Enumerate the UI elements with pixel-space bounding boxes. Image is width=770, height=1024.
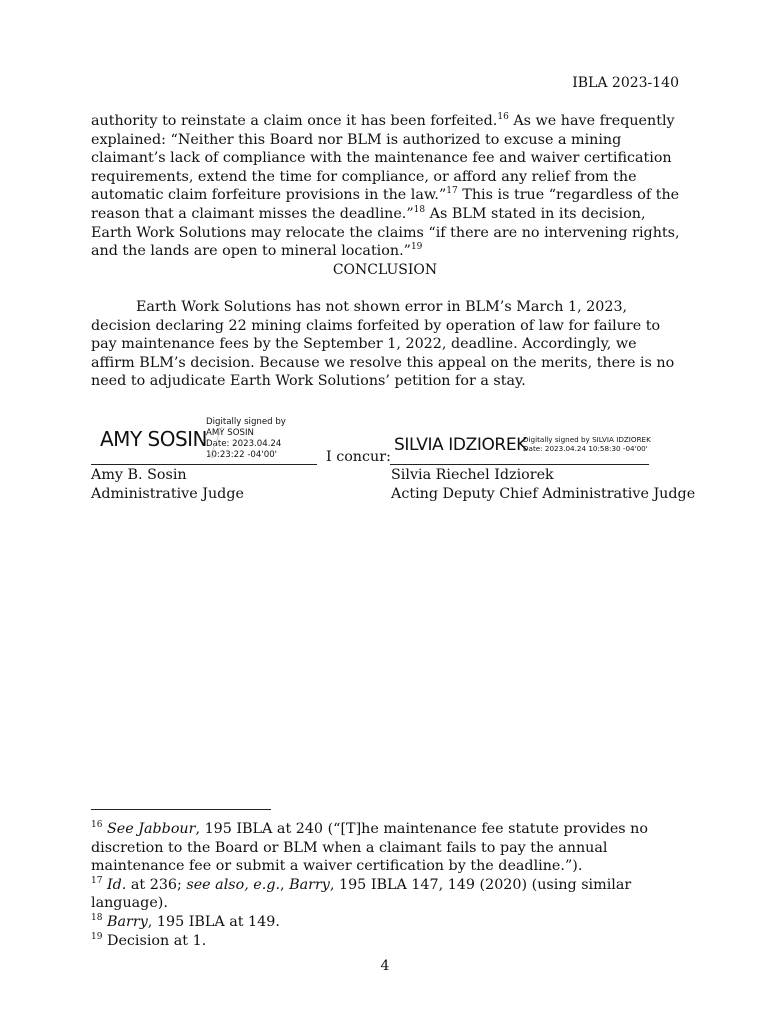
signer-title: Administrative Judge (91, 485, 244, 502)
para1-sentence-4: As BLM stated in its decision, Earth Work Solutions may relocate the claims “if there are no intervening rights, and the lands are open to mineral location.” (91, 205, 680, 260)
footnote-16 (91, 820, 681, 876)
para1-sentence-3: This is true “regardless of the reason that a claimant misses the deadline.” (91, 187, 680, 222)
conclusion-heading: CONCLUSION (332, 262, 438, 278)
footnote-ref-19[interactable]: 19 (410, 242, 423, 253)
footnote-case-cite: Barry (289, 876, 330, 893)
signature-stamp-details (523, 435, 663, 453)
footnote-number: 19 (91, 931, 103, 942)
signer-block-idziorek (391, 466, 695, 503)
conclusion-paragraph: Earth Work Solutions has not shown error in BLM’s March 1, 2023, decision declaring 22 mining claims forfeited by operation of law for failure to pay maintenance fees by the September 1, 2022, deadline. Accordingly, we affirm BLM’s decision. Because we resolve this appeal on the merits, there is no need to adjudicate Earth Work Solutions’ petition for a stay. (91, 299, 675, 390)
para1-sentence-1: authority to reinstate a claim once it has been forfeited. (91, 113, 498, 129)
footnote-ref-16[interactable]: 16 (497, 112, 509, 123)
signature-signed-by: Digitally signed by AMY SOSIN (206, 417, 286, 438)
signature-stamp-name: SILVIA IDZIOREK (394, 435, 527, 455)
footnote-text: Decision at 1. (102, 932, 207, 949)
signer-block-sosin (91, 466, 244, 503)
footnote-text: , 195 IBLA at 240 (“[T]he maintenance fee statute provides no discretion to the Board or BLM when a claimant fails to pay the annual maintenance fee or submit a waiver certification by the deadline.”). (91, 821, 649, 875)
footnote-signal: see also, e.g. (186, 876, 281, 893)
footnote-text: , 195 IBLA at 149. (147, 913, 280, 930)
footnotes (91, 820, 681, 950)
footnote-separator: , (280, 876, 290, 893)
para1-sentence-2: As we have frequently explained: “Neither this Board nor BLM is authorized to excuse a mining claimant’s lack of compliance with the maintenance fee and waiver certification requirements, extend the time for compliance, or afford any relief from the automatic claim forfeiture provisions in the law.” (91, 113, 675, 204)
footnote-number: 16 (91, 820, 103, 831)
footnote-18 (91, 913, 681, 932)
footnote-text-mid: at 236; (126, 876, 187, 893)
body-paragraph-authority (91, 112, 681, 261)
footnote-divider (91, 809, 271, 810)
footnote-id-cite: Id. (107, 876, 127, 893)
concur-label: I concur: (326, 449, 391, 465)
signature-line-idziorek (390, 464, 649, 465)
footnote-case-cite: See Jabbour (107, 821, 196, 837)
signature-line-sosin (91, 464, 317, 465)
signature-signed-by: Digitally signed by SILVIA IDZIOREK (523, 435, 651, 444)
docket-number: IBLA 2023-140 (572, 75, 679, 91)
signature-stamp-name: AMY SOSIN (100, 427, 208, 451)
signature-check-mark-icon (208, 425, 224, 459)
footnote-number: 18 (91, 913, 103, 924)
signature-date: Date: 2023.04.24 10:23:22 -04'00' (206, 439, 282, 460)
footnote-19 (91, 932, 681, 951)
footnote-17 (91, 876, 681, 913)
footnote-text: , 195 IBLA 147, 149 (2020) (using similar language). (91, 876, 632, 912)
signer-name: Silvia Riechel Idziorek (391, 467, 554, 483)
signature-date: Date: 2023.04.24 10:58:30 -04'00' (523, 444, 648, 453)
footnote-number: 17 (91, 876, 103, 887)
footnote-ref-18[interactable]: 18 (413, 205, 426, 216)
signer-title: Acting Deputy Chief Administrative Judge (391, 485, 696, 502)
signer-name: Amy B. Sosin (91, 467, 187, 483)
footnote-case-cite: Barry (107, 913, 148, 930)
page-number: 4 (380, 958, 390, 974)
footnote-ref-17[interactable]: 17 (446, 186, 458, 197)
